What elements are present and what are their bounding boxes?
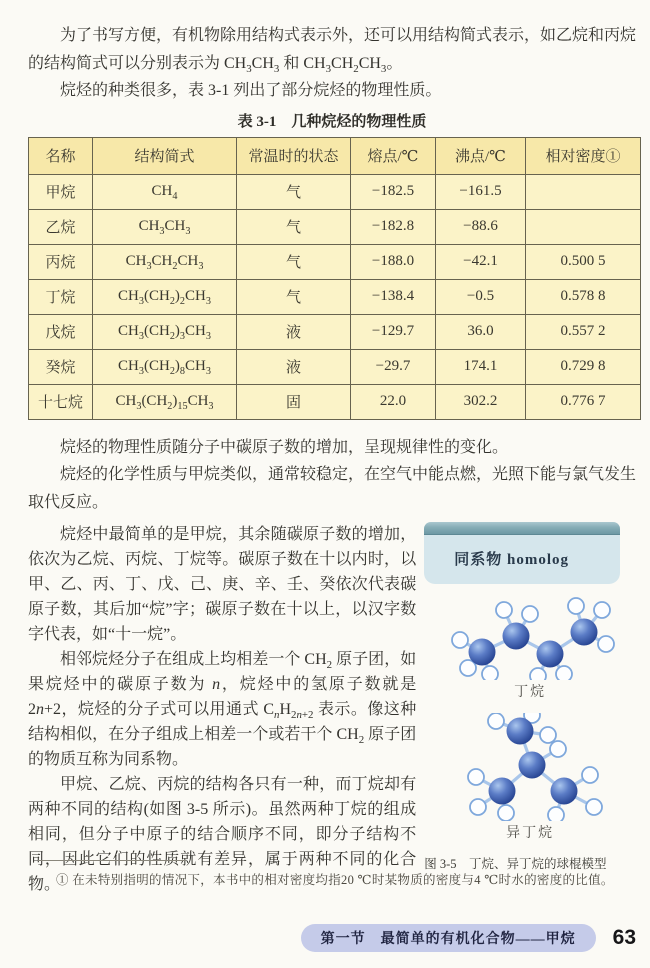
table-header-row (29, 137, 641, 174)
table-header-cell: 沸点/℃ (436, 137, 526, 174)
table-cell: 0.578 8 (526, 279, 641, 314)
term-box-label: 同系物 homolog (454, 552, 569, 568)
table-cell: 液 (237, 314, 351, 349)
term-box-strip (424, 522, 620, 535)
table-row (29, 244, 641, 279)
table-header-cell: 名称 (29, 137, 93, 174)
table-cell: 174.1 (436, 349, 526, 384)
table-cell (526, 209, 641, 244)
figure-sidebar (424, 522, 636, 897)
table-cell: 液 (237, 349, 351, 384)
table-cell: 气 (237, 174, 351, 209)
table-cell: −138.4 (351, 279, 436, 314)
table-cell: −42.1 (436, 244, 526, 279)
table-cell: 气 (237, 244, 351, 279)
table-cell: −188.0 (351, 244, 436, 279)
alkane-table-body (29, 174, 641, 419)
alkane-properties-table (28, 137, 641, 420)
table-header-cell: 常温时的状态 (237, 137, 351, 174)
table-cell: 0.729 8 (526, 349, 641, 384)
table-row (29, 349, 641, 384)
footnote-text: ① 在未特别指明的情况下，本书中的相对密度均指20 ℃时某物质的密度与4 ℃时水的密度的比值。 (56, 873, 614, 887)
table-cell: $CH_3(CH_2)_3CH_3$ (93, 314, 237, 349)
figure-caption: 图 3-5 丁烷、异丁烷的球棍模型 (424, 857, 607, 871)
table-cell: $CH_3CH_3$ (93, 209, 237, 244)
table-cell: −182.5 (351, 174, 436, 209)
page-number: 63 (612, 926, 636, 949)
table-cell: −88.6 (436, 209, 526, 244)
isobutane-ball-stick-model-icon (444, 713, 616, 821)
table-cell: −182.8 (351, 209, 436, 244)
table-header-cell: 结构简式 (93, 137, 237, 174)
table-cell: −29.7 (351, 349, 436, 384)
paragraph-isomers: 甲烷、乙烷、丙烷的结构各只有一种，而丁烷却有两种不同的结构(如图 3-5 所示)。虽然两种丁烷的组成相同，但分子中原子的结合顺序不同，即分子结构不同，因此它们的性质就有差异，属于两种不同的化合物。 (28, 776, 417, 893)
left-text-column (28, 522, 416, 897)
table-row (29, 209, 641, 244)
table-cell: 丙烷 (29, 244, 93, 279)
table-cell: $CH_3CH_2CH_3$ (93, 244, 237, 279)
table-title: 表 3-1 几种烷烃的物理性质 (237, 113, 427, 130)
table-row (29, 384, 641, 419)
table-row (29, 279, 641, 314)
term-box-homolog (424, 522, 620, 584)
table-cell (526, 174, 641, 209)
section-title-pill: 第一节 最简单的有机化合物——甲烷 (301, 924, 596, 952)
table-cell: −129.7 (351, 314, 436, 349)
butane-label: 丁烷 (514, 685, 547, 700)
table-cell: 固 (237, 384, 351, 419)
table-cell: 302.2 (436, 384, 526, 419)
butane-model-figure (424, 596, 636, 701)
table-cell: 气 (237, 209, 351, 244)
table-cell: 0.557 2 (526, 314, 641, 349)
table-cell: $CH_3(CH_2)_2CH_3$ (93, 279, 237, 314)
table-cell: −161.5 (436, 174, 526, 209)
isobutane-model-figure (424, 713, 636, 842)
paragraph-naming: 烷烃中最简单的是甲烷，其余随碳原子数的增加，依次为乙烷、丙烷、丁烷等。碳原子数在十以内时，以甲、乙、丙、丁、戊、己、庚、辛、壬、癸依次代表碳原子数，其后加“烷”字；碳原子数在十以上，以汉字数字代表，如“十一烷”。 (28, 526, 417, 643)
table-cell: 22.0 (351, 384, 436, 419)
table-cell: $CH_3(CH_2)_8CH_3$ (93, 349, 237, 384)
butane-ball-stick-model-icon (444, 596, 616, 680)
table-header-cell: 相对密度① (526, 137, 641, 174)
table-cell: 丁烷 (29, 279, 93, 314)
table-cell: $CH_3(CH_2)_{15}CH_3$ (93, 384, 237, 419)
table-cell: 0.500 5 (526, 244, 641, 279)
table-cell: −0.5 (436, 279, 526, 314)
table-row (29, 137, 641, 174)
paragraph-chemical-properties: 烷烃的化学性质与甲烷类似，通常较稳定，在空气中能点燃，光照下能与氯气发生取代反应。 (28, 466, 637, 511)
paragraph-intro-formulas: 为了书写方便，有机物除用结构式表示外，还可以用结构简式表示，如乙烷和丙烷的结构简式可以分别表示为 $CH_3CH_3$ 和 $CH_3CH_2CH_3$。 (28, 27, 637, 75)
table-cell: 十七烷 (29, 384, 93, 419)
table-row (29, 314, 641, 349)
footnote-divider (38, 860, 186, 861)
paragraph-physical-trend: 烷烃的物理性质随分子中碳原子数的增加，呈现规律性的变化。 (60, 438, 509, 456)
table-cell: 36.0 (436, 314, 526, 349)
table-cell: 气 (237, 279, 351, 314)
table-cell: 甲烷 (29, 174, 93, 209)
page-footer (0, 924, 636, 952)
table-cell: 乙烷 (29, 209, 93, 244)
table-cell: 癸烷 (29, 349, 93, 384)
table-cell: 0.776 7 (526, 384, 641, 419)
footnote-area (30, 860, 632, 888)
paragraph-table-lead: 烷烃的种类很多，表 3-1 列出了部分烷烃的物理性质。 (60, 82, 442, 99)
table-cell: 戊烷 (29, 314, 93, 349)
two-column-section (28, 522, 636, 897)
table-row (29, 174, 641, 209)
paragraph-homolog-formula: 相邻烷烃分子在组成上均相差一个 $CH_2$ 原子团，如果烷烃中的碳原子数为 n，烷烃中的氢原子数就是 2n+2，烷烃的分子式可以用通式 $C_nH_{2n+2}$ 表示。像这种结构相似，在分子组成上相差一个或若干个 $CH_2$ 原子团的物质互称为同系物。 (28, 651, 417, 768)
isobutane-label: 异丁烷 (506, 826, 555, 841)
table-header-cell: 熔点/℃ (351, 137, 436, 174)
table-cell: $CH_4$ (93, 174, 237, 209)
